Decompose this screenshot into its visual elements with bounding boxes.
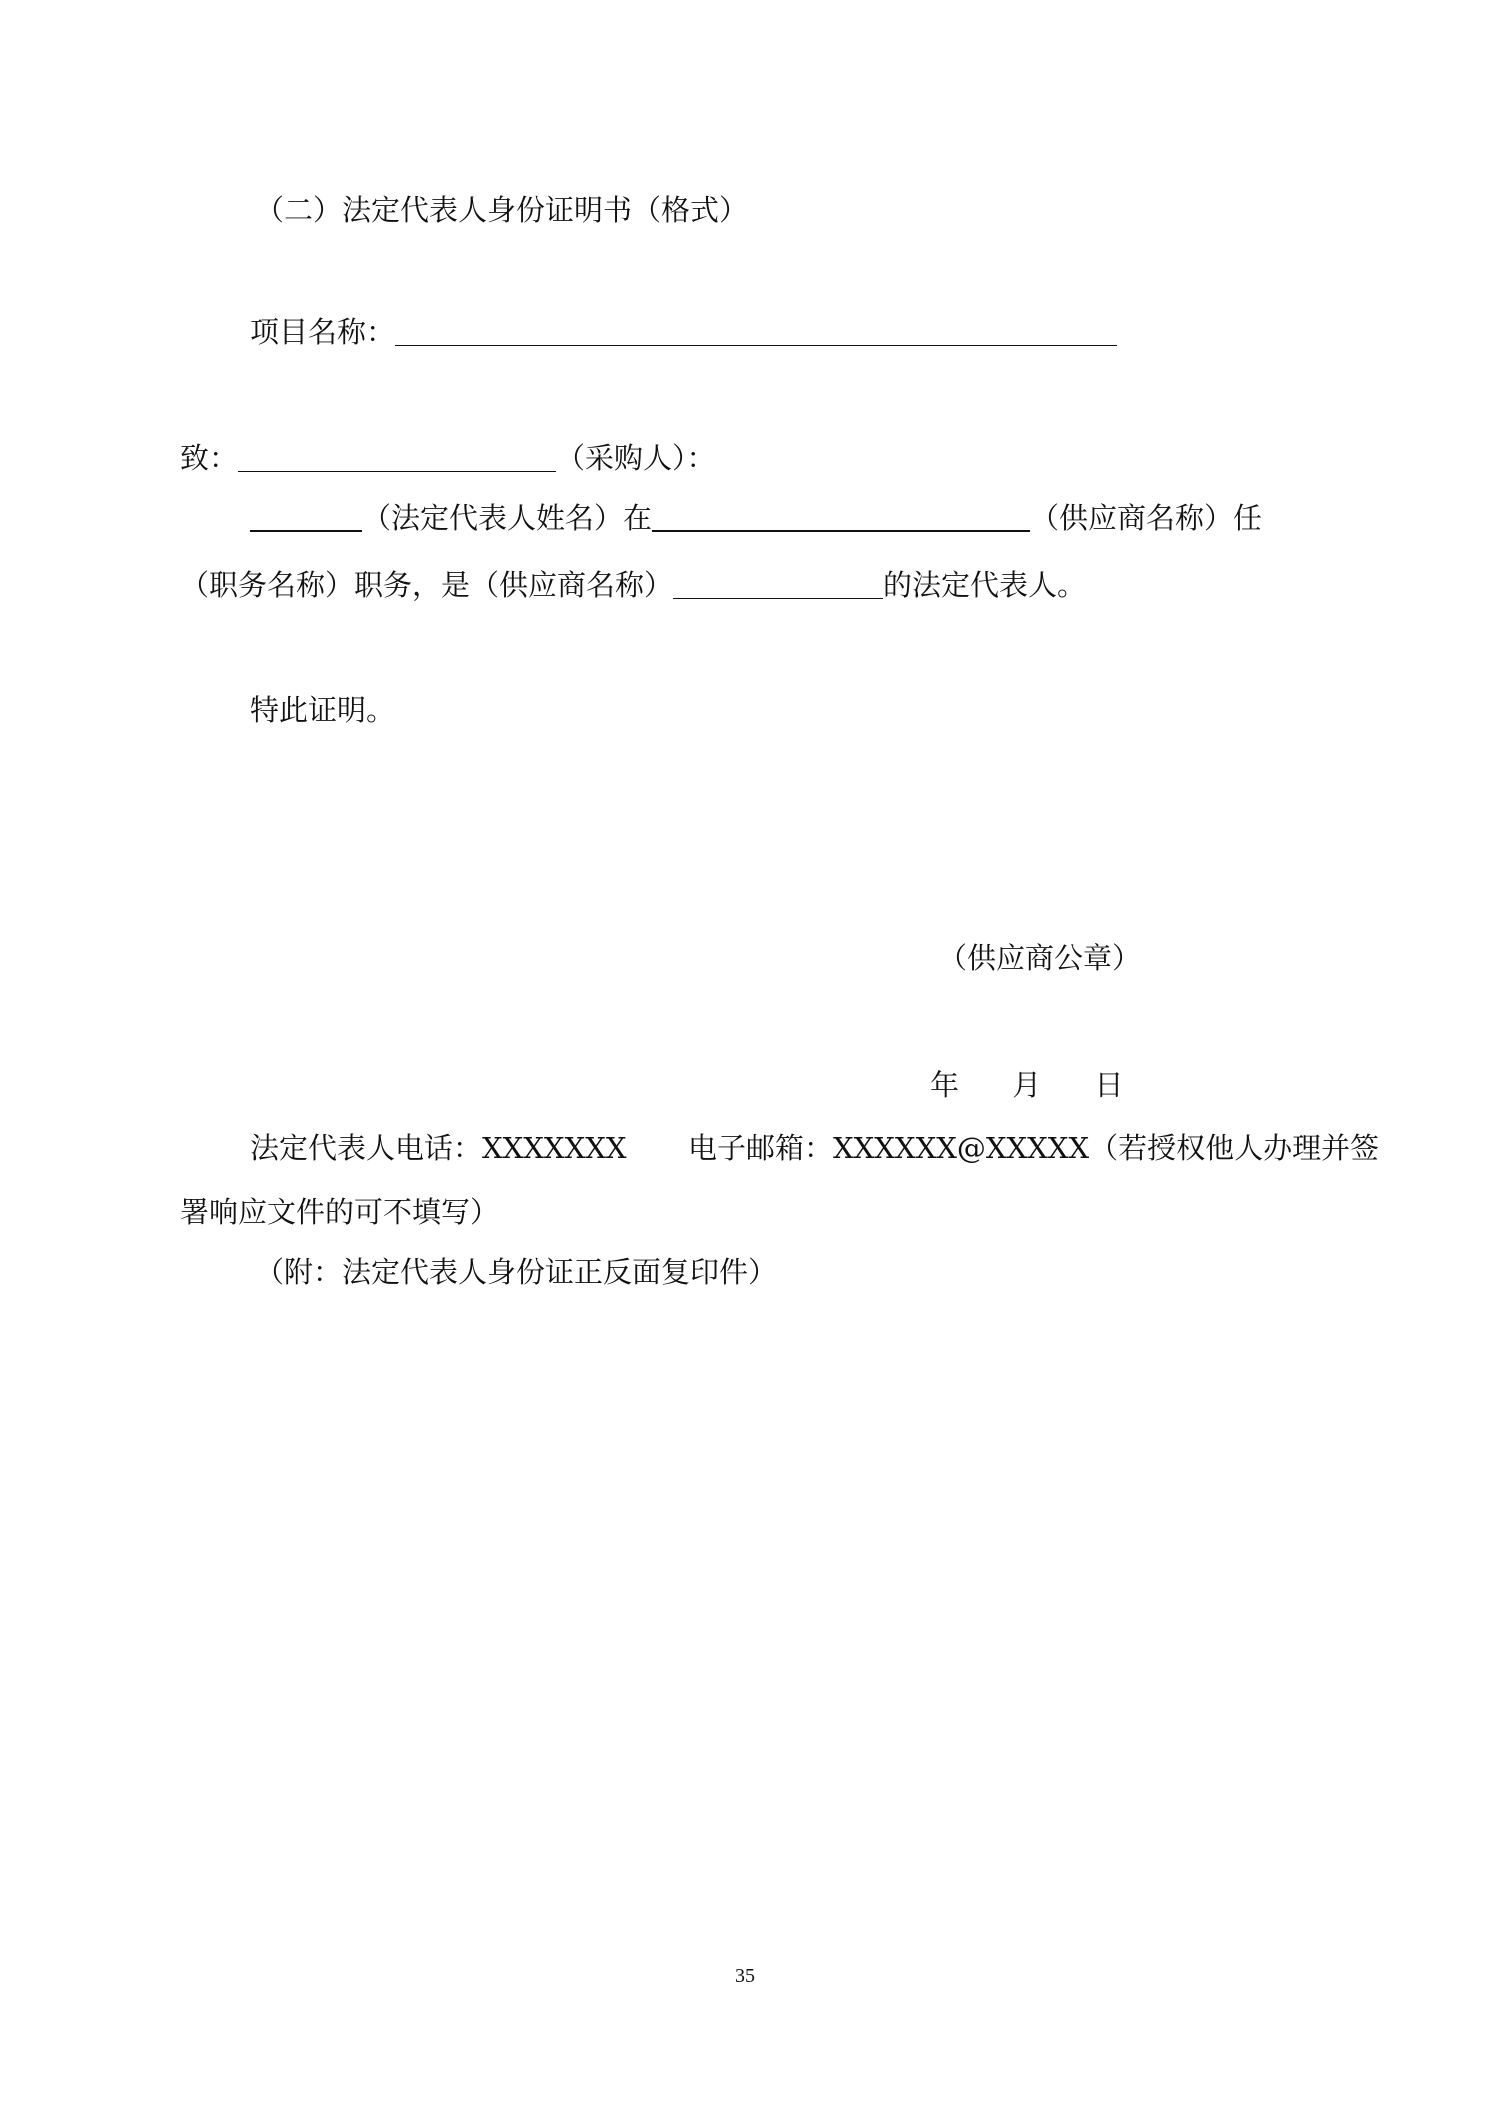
phone-label: 法定代表人电话：XXXXXXX [250,1131,627,1165]
supplier-blank-2[interactable] [673,568,883,599]
email-label: 电子邮箱：XXXXXX@XXXXX（若授权他人办理并签 [688,1131,1380,1165]
project-name-row [250,312,1117,352]
date-year: 年 [930,1068,960,1102]
date-day: 日 [1094,1068,1124,1102]
representative-row [250,498,1262,538]
purchaser-blank[interactable] [238,441,556,472]
attachment-note: （附：法定代表人身份证正反面复印件） [255,1255,778,1289]
contact-row [250,1128,627,1168]
project-name-blank[interactable] [395,315,1117,346]
date-month: 月 [1012,1068,1042,1102]
representative-suffix: 的法定代表人。 [883,568,1087,602]
page-number: 35 [735,1965,755,1987]
position-row [180,565,1086,605]
supplier-name-blank[interactable] [652,500,1030,532]
addressee-label: 致： [180,441,239,475]
addressee-row [180,438,716,478]
supplier-seal-label: （供应商公章） [938,941,1142,975]
email-continued: 署响应文件的可不填写） [180,1195,500,1229]
email-row [688,1128,1379,1168]
representative-name-blank[interactable] [250,500,362,532]
certify-text: 特此证明。 [250,693,396,727]
date-row [930,1065,1123,1105]
project-name-label: 项目名称： [250,315,396,349]
position-text: （职务名称）职务，是（供应商名称） [180,568,674,602]
document-heading: （二）法定代表人身份证明书（格式） [255,193,749,227]
purchaser-note: （采购人）： [556,441,716,475]
representative-name-note: （法定代表人姓名）在 [362,501,653,535]
supplier-name-note: （供应商名称）任 [1030,501,1263,535]
